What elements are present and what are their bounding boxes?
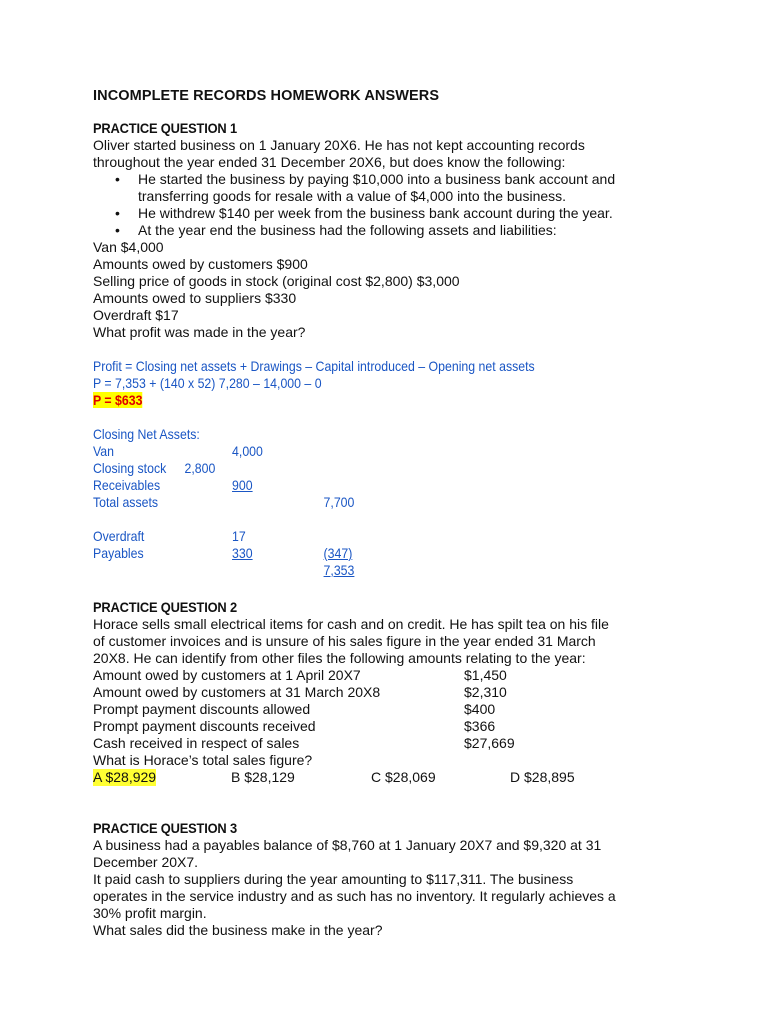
- q1-question: What profit was made in the year?: [93, 324, 306, 340]
- q1-bullet: • He started the business by paying $10,000 into a business bank account and transferring goods for resale with a value of $4,000 into the business.: [115, 171, 616, 204]
- q3-line: December 20X7.: [93, 854, 199, 870]
- net-assets-row: Closing stock 2,800: [93, 460, 216, 476]
- q2-amount-row: Amount owed by customers at 31 March 20X8 $2,310: [93, 684, 507, 700]
- bullet-dot-icon: •: [115, 205, 120, 221]
- q2-amount-row: Prompt payment discounts allowed $400: [93, 701, 496, 717]
- q2-option-c: C $28,069: [371, 769, 436, 785]
- q2-amount-row: Prompt payment discounts received $366: [93, 718, 496, 734]
- q3-line: 30% profit margin.: [93, 905, 207, 921]
- q1-bullet: • At the year end the business had the following assets and liabilities:: [115, 222, 557, 238]
- net-assets-row: Receivables 900: [93, 477, 253, 493]
- net-assets-heading: Closing Net Assets:: [93, 426, 200, 442]
- q1-intro-line: throughout the year ended 31 December 20X6, but does know the following:: [93, 154, 566, 170]
- q3-question: What sales did the business make in the year?: [93, 922, 383, 938]
- q1-calculation: P = 7,353 + (140 x 52) 7,280 – 14,000 – 0: [93, 375, 322, 391]
- q1-item: Van $4,000: [93, 239, 164, 255]
- q1-result: P = $633: [93, 392, 143, 408]
- net-assets-total: 7,353: [323, 562, 355, 578]
- q2-amount-row: Cash received in respect of sales $27,669: [93, 735, 515, 751]
- q1-intro-line: Oliver started business on 1 January 20X6. He has not kept accounting records: [93, 137, 585, 153]
- q3-line: A business had a payables balance of $8,760 at 1 January 20X7 and $9,320 at 31: [93, 837, 602, 853]
- q2-option-d: D $28,895: [510, 769, 575, 785]
- q1-bullet: • He withdrew $140 per week from the business bank account during the year.: [115, 205, 613, 221]
- q2-question: What is Horace’s total sales figure?: [93, 752, 313, 768]
- q2-intro-line: 20X8. He can identify from other files the following amounts relating to the year:: [93, 650, 586, 666]
- document-title: INCOMPLETE RECORDS HOMEWORK ANSWERS: [93, 88, 440, 104]
- q1-item: Overdraft $17: [93, 307, 179, 323]
- bullet-dot-icon: •: [115, 171, 120, 187]
- q2-option-b: B $28,129: [231, 769, 295, 785]
- q2-option-a-correct: A $28,929: [93, 769, 157, 785]
- net-assets-row: Payables 330 (347): [93, 545, 353, 561]
- q2-intro-line: Horace sells small electrical items for cash and on credit. He has spilt tea on his file: [93, 616, 609, 632]
- q2-amount-row: Amount owed by customers at 1 April 20X7 $1,450: [93, 667, 507, 683]
- q2-options: [93, 769, 693, 786]
- q1-item: Amounts owed by customers $900: [93, 256, 308, 272]
- q1-heading: PRACTICE QUESTION 1: [93, 120, 237, 136]
- q1-bullet-list: [93, 171, 693, 239]
- bullet-dot-icon: •: [115, 222, 120, 238]
- q2-heading: PRACTICE QUESTION 2: [93, 599, 237, 615]
- q3-line: It paid cash to suppliers during the year amounting to $117,311. The business: [93, 871, 574, 887]
- q2-intro-line: of customer invoices and is unsure of his sales figure in the year ended 31 March: [93, 633, 596, 649]
- net-assets-row: Overdraft 17: [93, 528, 246, 544]
- q3-line: operates in the service industry and as such has no inventory. It regularly achieves a: [93, 888, 616, 904]
- q1-item: Selling price of goods in stock (original cost $2,800) $3,000: [93, 273, 460, 289]
- document-page: [93, 88, 693, 939]
- q1-formula: Profit = Closing net assets + Drawings – Capital introduced – Opening net assets: [93, 358, 535, 374]
- q3-heading: PRACTICE QUESTION 3: [93, 820, 237, 836]
- net-assets-row: Total assets 7,700: [93, 494, 355, 510]
- q1-item: Amounts owed to suppliers $330: [93, 290, 297, 306]
- net-assets-row: [93, 562, 621, 579]
- net-assets-row: Van 4,000: [93, 443, 263, 459]
